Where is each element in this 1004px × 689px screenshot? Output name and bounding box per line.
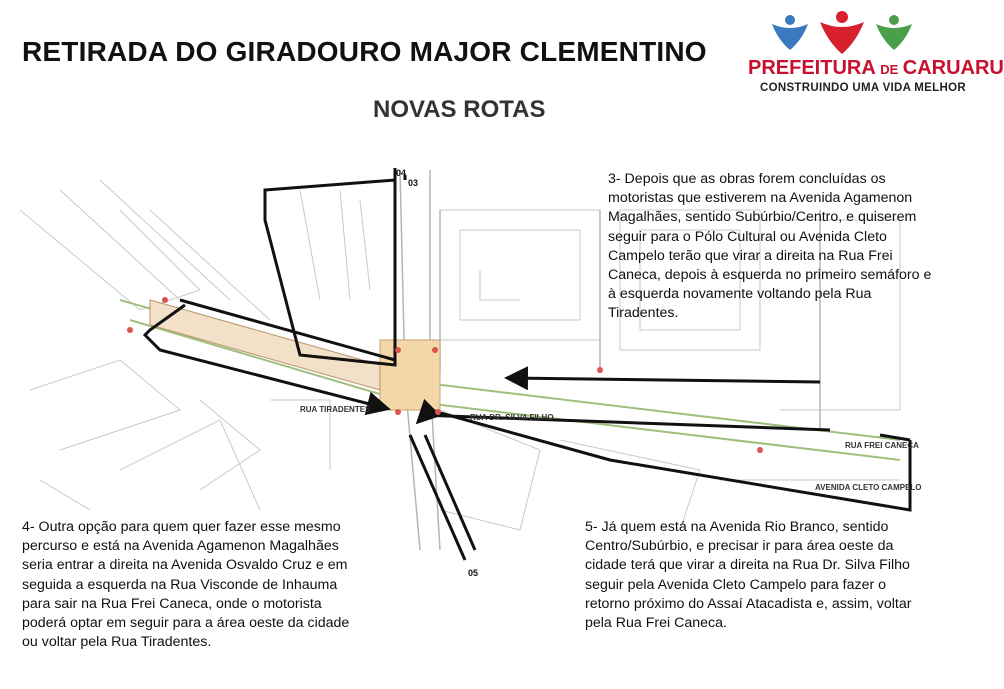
street-label-silva-filho: RUA DR. SILVA FILHO: [470, 413, 554, 422]
note-5: 5- Já quem está na Avenida Rio Branco, sentido Centro/Subúrbio, e precisar ir para área oeste da cidade terá que virar a direita na Rua Dr. Silva Filho seguir pela Avenida Cleto Campelo para fazer o retorno próximo do Assaí Atacadista e, assim, voltar pela Rua Frei Caneca.: [585, 519, 912, 632]
logo-figures-icon: [772, 11, 912, 54]
route-label-04: 04: [396, 168, 407, 178]
main-avenue: [120, 300, 900, 460]
intersection-area: [380, 340, 440, 410]
page-title: RETIRADA DO GIRADOURO MAJOR CLEMENTINO: [22, 36, 707, 67]
route-03: [265, 168, 395, 365]
route-05-line: [410, 435, 465, 560]
note-3: 3- Depois que as obras forem concluídas os motoristas que estiverem na Avenida Agamenon Magalhães, sentido Subúrbio/Centro, e quiserem seguir para o Pólo Cultural ou Avenida Cleto Campelo terão que virar a direita na Rua Frei Caneca, depois à esquerda no primeiro semáforo e à esquerda novamente voltando pela Rua Tiradentes.: [608, 171, 932, 322]
page-subtitle: NOVAS ROTAS: [373, 96, 546, 123]
logo-name: PREFEITURA DE CARUARU: [748, 57, 1004, 79]
street-label-cleto-campelo: AVENIDA CLETO CAMPELO: [815, 483, 922, 492]
route-label-05: 05: [468, 568, 479, 578]
note-4: 4- Outra opção para quem quer fazer esse mesmo percurso e está na Avenida Agamenon Magalhães seria entrar a direita na Avenida Osvaldo Cruz e em seguida a esquerda na Rua Visconde de Inhauma para sair na Rua Frei Caneca, onde o motorista poderá optar em seguir para a área oeste da cidade ou voltar pela Rua Tiradentes.: [22, 519, 350, 651]
street-label-frei-caneca: RUA FREI CANECA: [845, 441, 919, 450]
route-03-line: [265, 168, 395, 365]
route-3-line: [510, 378, 820, 382]
street-label-tiradentes: RUA TIRADENTES: [300, 405, 371, 414]
logo-slogan: CONSTRUINDO UMA VIDA MELHOR: [760, 82, 966, 94]
route-label-03: 03: [408, 178, 419, 188]
